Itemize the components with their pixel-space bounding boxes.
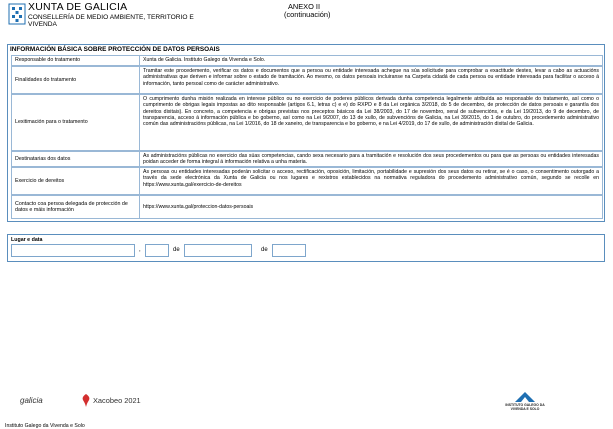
day-input[interactable] [145, 244, 169, 257]
xunta-logo-icon [8, 3, 26, 25]
place-date-label: Lugar e data [11, 237, 43, 243]
table-row [11, 195, 603, 219]
comma-separator: , [139, 247, 141, 253]
annex-subtitle: (continuación) [284, 10, 331, 20]
row-value: Tramitar este procedemento, verificar os datos e documentos que a persoa ou entidade interesada achegue na súa solicitude para comprobar a exactitude destes, levar a cabo as actuacións administrativas que deriven e informar sobre o estado de tramitación. Ao mesmo, os datos persoais incluiranse na Carpeta cidadá de cada persoa ou entidade interesada para facilitar o acceso á información, tanto persoal como de carácter administrativo. [143, 68, 599, 87]
row-label: Responsable do tratamento [12, 56, 140, 65]
institute-logo [505, 390, 545, 420]
row-label: Exercicio de dereitos [12, 168, 140, 194]
row-label: Finalidades do tratamento [12, 67, 140, 93]
table-row [11, 55, 603, 66]
row-value: Xunta de Galicia. Instituto Galego da Vivenda e Solo. [143, 57, 266, 64]
table-row [11, 167, 603, 195]
xacobeo-icon [81, 394, 91, 407]
footer-text: Instituto Galego da Vivenda e Solo [5, 423, 85, 429]
month-input[interactable] [184, 244, 252, 257]
row-value: O cumprimento dunha misión realizada en interese público ou no exercicio de poderes públicos derivada dunha competencia legalmente atribuída ao responsable do tratamento, así como o cumprimento de obrigas legais impostas ao dito responsable (artigos 6.1, letras c) e e) do RXPD e 8 da Lei orgánica 3/2018, do 5 de decembro, de protección de datos persoais e garantía dos dereitos dixitais). En concreto, a competencia e obrigas previstas nos preceptos básicos da Lei 38/2003, do 17 de novembro, xeral de subvencións, e da Lei 19/2013, do 9 de decembro, de transparencia, acceso á información pública e bo goberno, así como na Lei 9/2007, do 13 de xullo, de subvencións de Galicia, na Lei 39/2015, do 1 de outubro, do procedemento administrativo común das administracións públicas, na Lei 1/2016, do 18 de xaneiro, de transparencia e bo goberno, e na Lei 4/2019, do 17 de xullo, de administración dixital de Galicia. [143, 96, 599, 127]
row-label: Contacto coa persoa delegada de protección de datos e máis información [12, 196, 140, 218]
page-footer [0, 386, 613, 429]
table-row [11, 66, 603, 94]
row-label: Destinatarias dos datos [12, 152, 140, 166]
institute-logo-text: INSTITUTO GALEGO DA VIVENDA E SOLO [505, 403, 545, 411]
row-label: Lexitimación para o tratamento [12, 95, 140, 150]
xacobeo-logo [81, 393, 171, 409]
year-input[interactable] [272, 244, 306, 257]
place-date-section [7, 234, 605, 262]
data-protection-link[interactable]: https://www.xunta.gal/proteccion-datos-persoais [143, 203, 254, 210]
data-protection-section [7, 44, 605, 222]
table-row [11, 151, 603, 167]
institute-icon [515, 390, 535, 402]
galicia-logo: galicia [20, 396, 43, 405]
xacobeo-text: Xacobeo 2021 [93, 396, 141, 405]
de-separator: de [173, 247, 180, 253]
annex-heading [284, 2, 331, 20]
annex-title: ANEXO II [287, 2, 321, 11]
section-title: INFORMACIÓN BÁSICA SOBRE PROTECCIÓN DE DATOS PERSOAIS [10, 46, 220, 53]
place-input[interactable] [11, 244, 135, 257]
org-title: XUNTA DE GALICIA [28, 1, 128, 13]
row-value: As administracións públicas no exercicio das súas competencias, cando sexa necesario para a tramitación e resolución dos seus procedementos ou para que as persoas ou entidades interesadas poidan acceder de forma integral á información relativa a unha materia. [143, 153, 599, 166]
org-subtitle: CONSELLERÍA DE MEDIO AMBIENTE, TERRITORIO E VIVENDA [28, 14, 194, 29]
table-row [11, 94, 603, 151]
de-separator: de [261, 247, 268, 253]
row-value: As persoas ou entidades interesadas poderán solicitar o acceso, rectificación, oposición, limitación, portabilidade e supresión dos seus datos ou retirar, se é o caso, o consentimento outorgado a través da sede electrónica da Xunta de Galicia ou nos lugares e rexistros establecidos na normativa reguladora do procedemento administrativo común, segundo se recolle en https://www.xunta.gal/exercicio-de-dereitos [143, 169, 599, 188]
page-header [0, 0, 613, 40]
